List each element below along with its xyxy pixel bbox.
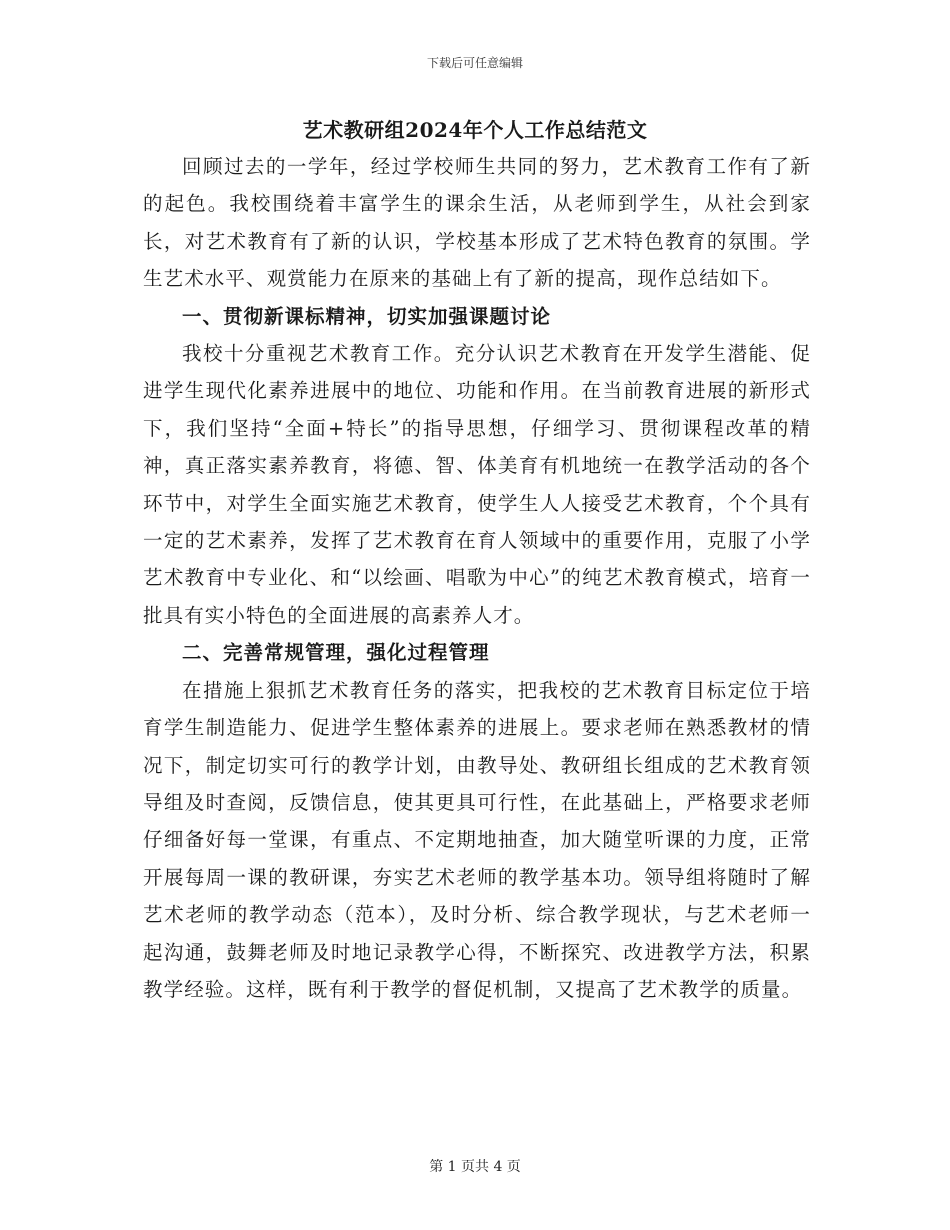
section-2-heading: 二、完善常规管理，强化过程管理	[182, 641, 490, 665]
intro-paragraph: 回顾过去的一学年，经过学校师生共同的努力，艺术教育工作有了新的起色。我校围绕着丰富学生的课余生活，从老师到学生，从社会到家长，对艺术教育有了新的认识，学校基本形成了艺术特色教育的氛围。学生艺术水平、观赏能力在原来的基础上有了新的提高，现作总结如下。	[143, 155, 811, 291]
page-header: 下载后可任意编辑	[426, 56, 523, 70]
document-title: 艺术教研组2024年个人工作总结范文	[302, 118, 648, 142]
page-number: 第 1 页共 4 页	[429, 1159, 521, 1175]
section-1-heading: 一、贯彻新课标精神，切实加强课题讨论	[182, 304, 552, 328]
document-body	[143, 148, 811, 1008]
section-2-paragraph: 在措施上狠抓艺术教育任务的落实，把我校的艺术教育目标定位于培育学生制造能力、促进学生整体素养的进展上。要求老师在熟悉教材的情况下，制定切实可行的教学计划，由教导处、教研组长组成的艺术教育领导组及时查阅，反馈信息，使其更具可行性，在此基础上，严格要求老师仔细备好每一堂课，有重点、不定期地抽查，加大随堂听课的力度，正常开展每周一课的教研课，夯实艺术老师的教学基本功。领导组将随时了解艺术老师的教学动态（范本），及时分析、综合教学现状，与艺术老师一起沟通，鼓舞老师及时地记录教学心得，不断探究、改进教学方法，积累教学经验。这样，既有利于教学的督促机制，又提高了艺术教学的质量。	[143, 678, 811, 1001]
section-1-paragraph: 我校十分重视艺术教育工作。充分认识艺术教育在开发学生潜能、促进学生现代化素养进展中的地位、功能和作用。在当前教育进展的新形式下，我们坚持“全面+特长”的指导思想，仔细学习、贯彻课程改革的精神，真正落实素养教育，将德、智、体美育有机地统一在教学活动的各个环节中，对学生全面实施艺术教育，使学生人人接受艺术教育，个个具有一定的艺术素养，发挥了艺术教育在育人领域中的重要作用，克服了小学艺术教育中专业化、和“以绘画、唱歌为中心”的纯艺术教育模式，培育一批具有实小特色的全面进展的高素养人才。	[143, 342, 811, 627]
